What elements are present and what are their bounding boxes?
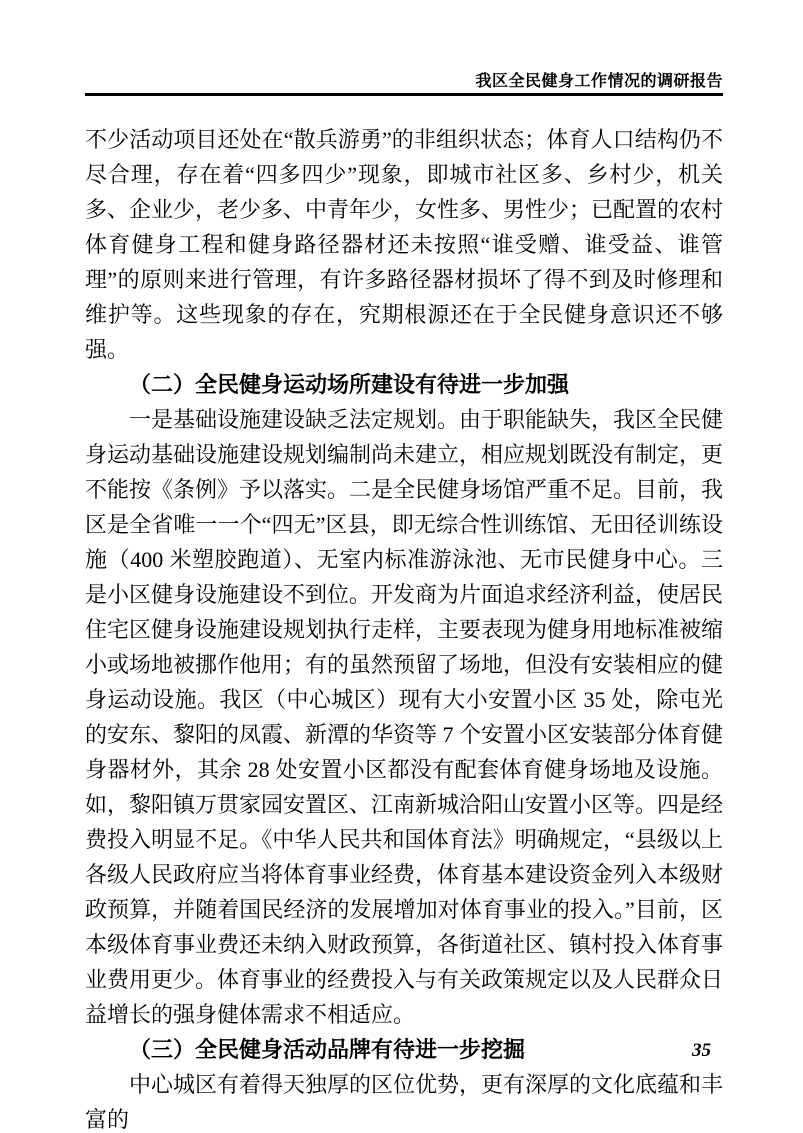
running-header [85, 68, 723, 91]
body-paragraph-continuation: 不少活动项目还处在“散兵游勇”的非组织状态；体育人口结构仍不尽合理，存在着“四多四少”现象，即城市社区多、乡村少，机关多、企业少，老少多、中青年少，女性多、男性少；已配置的农村体育健身工程和健身路径器材还未按照“谁受赠、谁受益、谁管理”的原则来进行管理，有许多路径器材损坏了得不到及时修理和维护等。这些现象的存在，究期根源还在于全民健身意识还不够强。 [85, 127, 724, 362]
section-heading-2: （二）全民健身运动场所建设有待进一步加强 [129, 372, 570, 397]
body-paragraph-section-2: 一是基础设施建设缺乏法定规划。由于职能缺失，我区全民健身运动基础设施建设规划编制尚未建立，相应规划既没有制定，更不能按《条例》予以落实。二是全民健身场馆严重不足。目前，我区是全省唯一一个“四无”区县，即无综合性训练馆、无田径训练设施（400 米塑胶跑道）、无室内标准游泳池、无市民健身中心。三是小区健身设施建设不到位。开发商为片面追求经济利益，使居民住宅区健身设施建设规划执行走样，主要表现为健身用地标准被缩小或场地被挪作他用；有的虽然预留了场地，但没有安装相应的健身运动设施。我区（中心城区）现有大小安置小区 35 处，除屯光的安东、黎阳的凤霞、新潭的华资等 7 个安置小区安装部分体育健身器材外，其余 28 处安置小区都没有配套体育健身场地及设施。如，黎阳镇万贯家园安置区、江南新城洽阳山安置小区等。四是经费投入明显不足。《中华人民共和国体育法》明确规定，“县级以上各级人民政府应当将体育事业经费，体育基本建设资金列入本级财政预算，并随着国民经济的发展增加对体育事业的投入。”目前，区本级体育事业费还未纳入财政预算，各街道社区、镇村投入体育事业费用更少。体育事业的经费投入与有关政策规定以及人民群众日益增长的强身健体需求不相适应。 [85, 407, 724, 1027]
section-heading-3: （三）全民健身活动品牌有待进一步挖掘 [129, 1037, 526, 1062]
page-number: 35 [692, 1040, 711, 1061]
running-header-title: 我区全民健身工作情况的调研报告 [475, 73, 723, 90]
body-paragraph-section-3: 中心城区有着得天独厚的区位优势，更有深厚的文化底蕴和丰富的 [85, 1072, 724, 1132]
header-rule [85, 93, 723, 96]
document-body [85, 122, 723, 1133]
